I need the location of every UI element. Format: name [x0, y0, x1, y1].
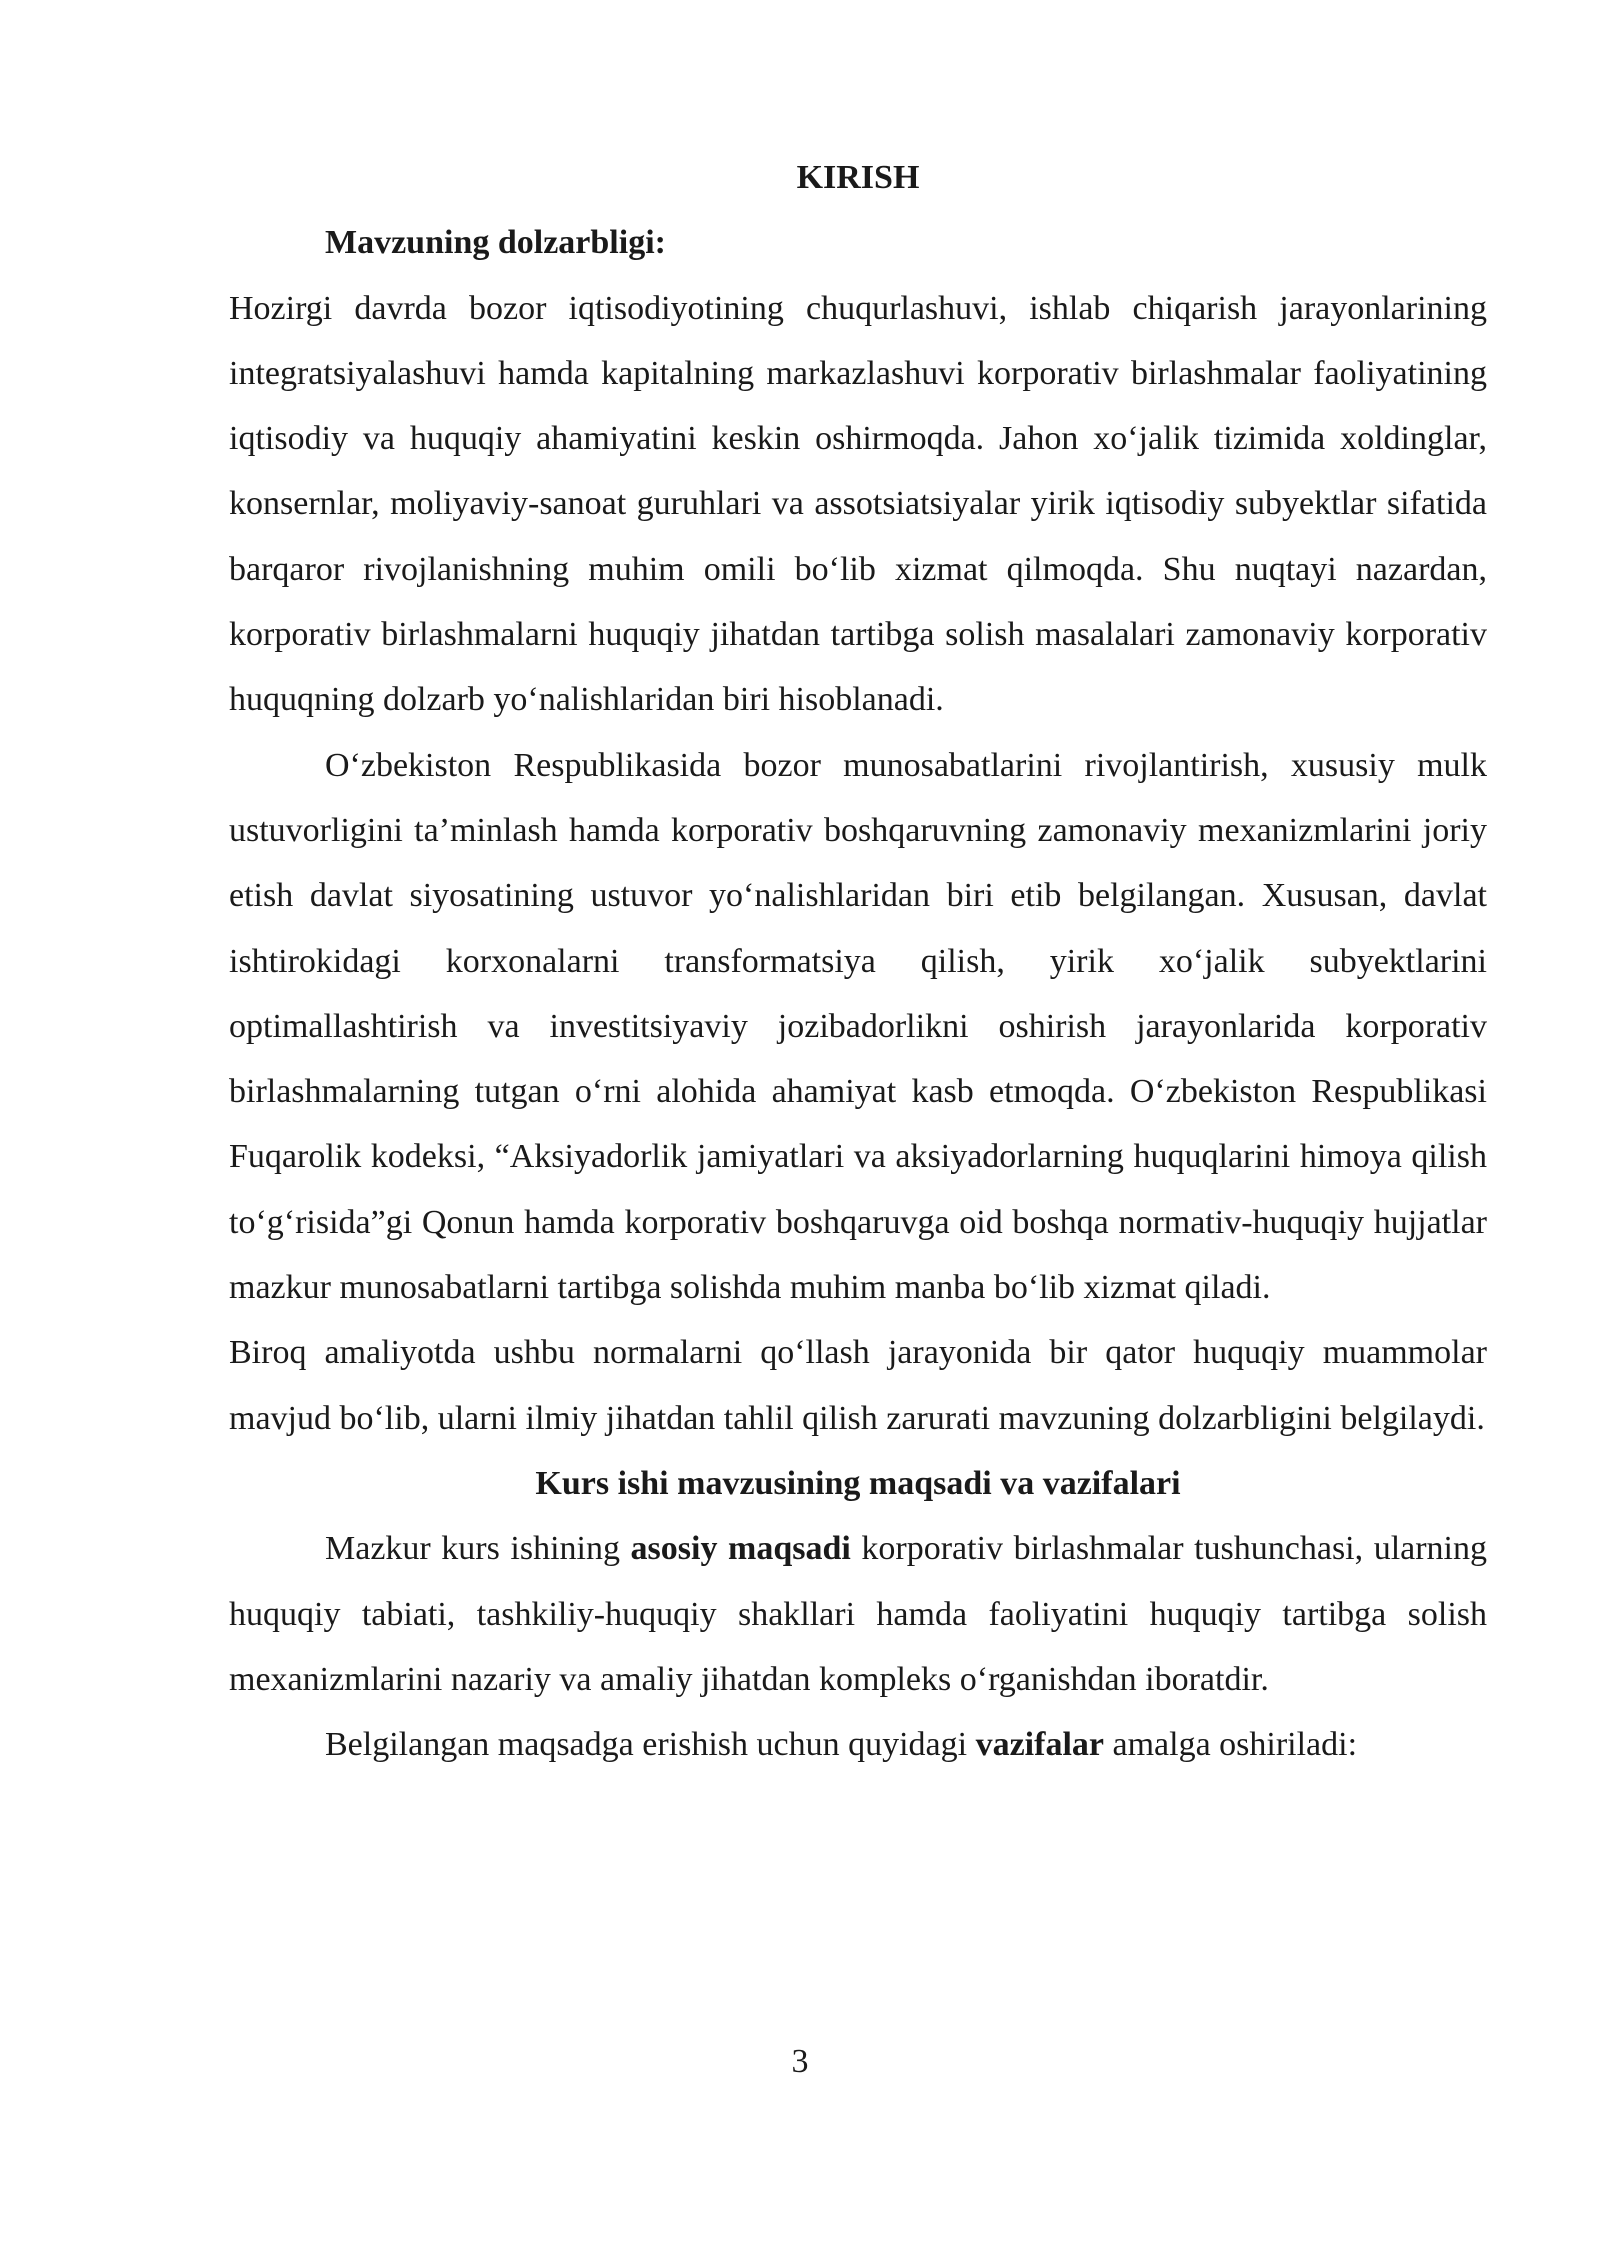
document-title: KIRISH — [796, 159, 920, 196]
tasks-text-bold: vazifalar — [975, 1726, 1104, 1764]
paragraph-relevance-2: O‘zbekiston Respublikasida bozor munosabatlarini rivojlantirish, xususiy mulk ustuvorligini ta’minlash hamda korporativ boshqaruvning zamonaviy mexanizmlarini joriy etish davlat siyosatining ustuvor yo‘nalishlaridan biri etib belgilangan. Xususan, davlat ishtirokidagi korxonalarni transformatsiya qilish, yirik xo‘jalik subyektlarini optimallashtirish va investitsiyaviy jozibadorlikni oshirish jarayonlarida korporativ birlashmalarning tutgan o‘rni alohida ahamiyat kasb etmoqda. O‘zbekiston Respublikasi Fuqarolik kodeksi, “Aksiyadorlik jamiyatlari va aksiyadorlarning huquqlarini himoya qilish to‘g‘risida”gi Qonun hamda korporativ boshqaruvga oid boshqa normativ-huquqiy hujjatlar mazkur munosabatlarni tartibga solishda muhim manba bo‘lib xizmat qiladi. — [229, 746, 1487, 1307]
tasks-text-after: amalga oshiriladi: — [1104, 1726, 1358, 1764]
paragraph-relevance-3: Biroq amaliyotda ushbu normalarni qo‘llash jarayonida bir qator huquqiy muammolar mavjud bo‘lib, ularni ilmiy jihatdan tahlil qilish zarurati mavzuning dolzarbligini belgilaydi. — [229, 1334, 1487, 1437]
goal-text-bold: asosiy maqsadi — [630, 1530, 851, 1568]
tasks-text-before: Belgilangan maqsadga erishish uchun quyidagi — [325, 1726, 976, 1764]
goal-text-after: korporativ birlashmalar tushunchasi, ularning huquqiy tabiati, tashkiliy-huquqiy shakllari hamda faoliyatini huquqiy tartibga solish mexanizmlarini nazariy va amaliy jihatdan kompleks o‘rganishdan iboratdir. — [229, 1530, 1487, 1698]
page-number: 3 — [791, 2043, 809, 2080]
paragraph-goal — [229, 1516, 1487, 1712]
paragraph-tasks — [229, 1712, 1487, 1777]
section-heading-relevance: Mavzuning dolzarbligi: — [325, 224, 666, 262]
paragraph-relevance-1: Hozirgi davrda bozor iqtisodiyotining chuqurlashuvi, ishlab chiqarish jarayonlarining integratsiyalashuvi hamda kapitalning markazlashuvi korporativ birlashmalar faoliyatining iqtisodiy va huquqiy ahamiyatini keskin oshirmoqda. Jahon xo‘jalik tizimida xoldinglar, konsernlar, moliyaviy-sanoat guruhlari va assotsiatsiyalar yirik iqtisodiy subyektlar sifatida barqaror rivojlanishning muhim omili bo‘lib xizmat qilmoqda. Shu nuqtayi nazardan, korporativ birlashmalarni huquqiy jihatdan tartibga solish masalalari zamonaviy korporativ huquqning dolzarb yo‘nalishlaridan biri hisoblanadi. — [229, 289, 1487, 719]
section-heading-goals: Kurs ishi mavzusining maqsadi va vazifalari — [535, 1464, 1181, 1502]
goal-text-before: Mazkur kurs ishining — [325, 1530, 631, 1568]
document-page — [229, 145, 1487, 1777]
